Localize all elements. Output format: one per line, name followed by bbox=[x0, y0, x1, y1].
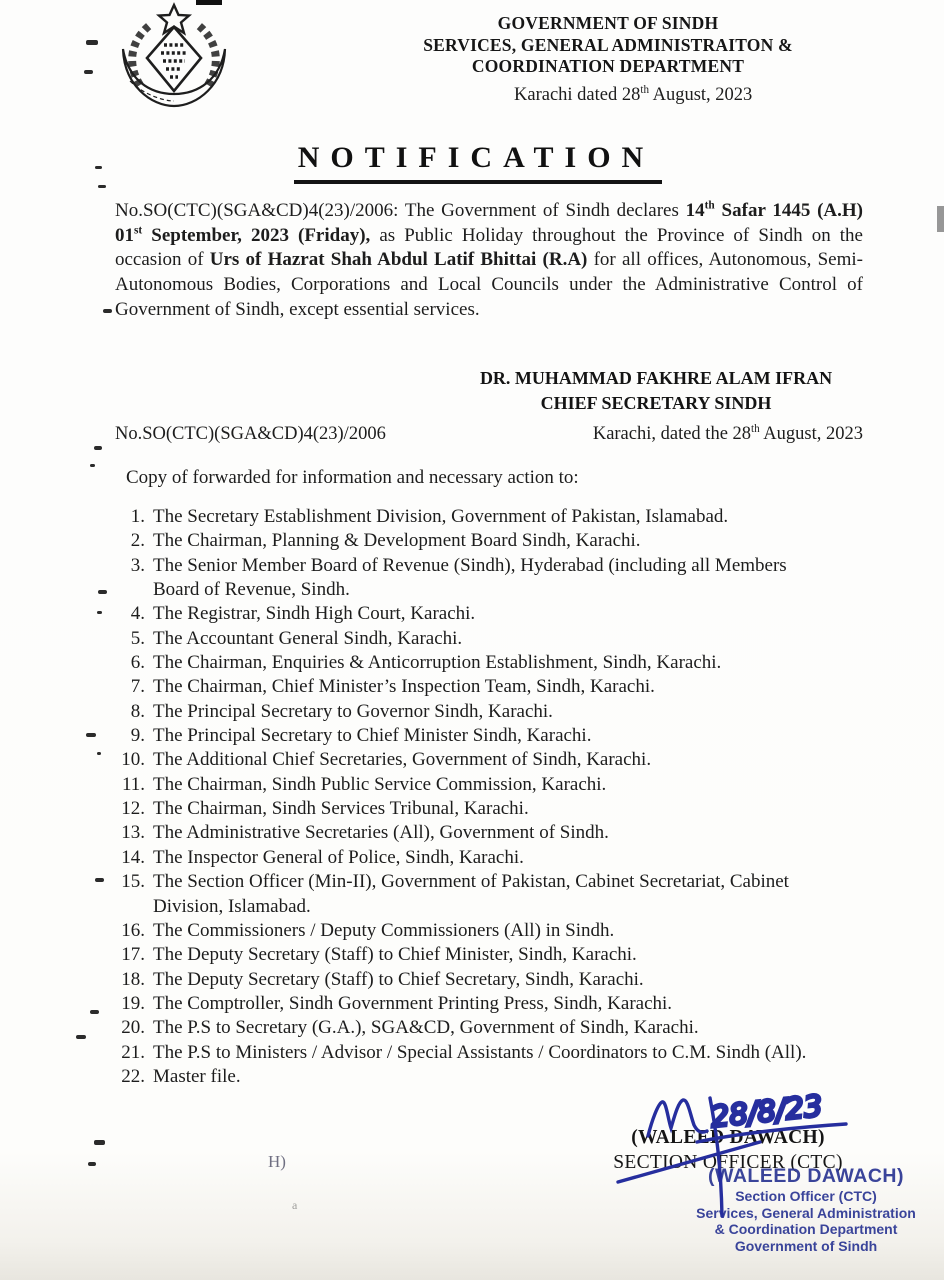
scan-artifact-dash bbox=[103, 309, 112, 313]
scan-artifact-dash bbox=[84, 70, 93, 74]
header-date-superscript: th bbox=[640, 83, 649, 96]
signatory-designation: SECTION OFFICER (CTC) bbox=[613, 1152, 843, 1173]
scan-artifact-dash bbox=[86, 733, 96, 737]
scan-artifact-dash bbox=[90, 464, 95, 467]
scan-artifact-dash bbox=[97, 611, 102, 614]
notification-title: NOTIFICATION bbox=[294, 141, 662, 184]
list-item bbox=[115, 846, 879, 870]
list-item bbox=[115, 992, 879, 1016]
list-item bbox=[115, 1016, 879, 1040]
list-item-text: The Comptroller, Sindh Government Printing Press, Sindh, Karachi. bbox=[153, 992, 673, 1014]
body-bold-date: September, 2023 (Friday), bbox=[142, 224, 371, 246]
list-item bbox=[115, 943, 879, 967]
reference-number: No.SO(CTC)(SGA&CD)4(23)/2006 bbox=[115, 424, 386, 444]
list-item bbox=[115, 821, 879, 845]
notification-title-row bbox=[0, 141, 944, 184]
list-item-text: The Secretary Establishment Division, Government of Pakistan, Islamabad. bbox=[153, 506, 729, 527]
list-item bbox=[115, 627, 879, 651]
scan-artifact-dash bbox=[98, 590, 107, 594]
officer-name: DR. MUHAMMAD FAKHRE ALAM IFRAN bbox=[479, 368, 833, 388]
scan-artifact-right-edge bbox=[937, 206, 944, 232]
body-bold-date: Safar 1445 (A.H) 01 bbox=[115, 200, 863, 246]
list-item-text: The Senior Member Board of Revenue (Sindh), Hyderabad (including all Members bbox=[153, 554, 787, 576]
notification-body-paragraph bbox=[115, 199, 863, 323]
signature-diagonal-stroke bbox=[618, 1142, 760, 1182]
list-item bbox=[115, 748, 879, 772]
list-item-text-continued: Division, Islamabad. bbox=[153, 895, 311, 917]
list-item bbox=[115, 651, 879, 675]
scan-artifact-ghost-text: H) bbox=[268, 1152, 286, 1171]
list-item-text: The Commissioners / Deputy Commissioners (All) in Sindh. bbox=[153, 919, 615, 941]
list-item-text: The Accountant General Sindh, Karachi. bbox=[153, 627, 463, 649]
list-item-text: The Registrar, Sindh High Court, Karachi. bbox=[153, 603, 476, 625]
list-item bbox=[115, 505, 879, 529]
list-item-text: The Chairman, Planning & Development Board Sindh, Karachi. bbox=[153, 530, 641, 552]
list-item-text: The Inspector General of Police, Sindh, Karachi. bbox=[153, 846, 524, 868]
scan-artifact-dash bbox=[86, 40, 98, 45]
department-header bbox=[408, 13, 808, 78]
stamp-name: (WALEED DAWACH) bbox=[708, 1165, 904, 1187]
list-item bbox=[115, 602, 879, 626]
list-item-text: The P.S to Ministers / Advisor / Special Assistants / Coordinators to C.M. Sindh (All). bbox=[153, 1041, 807, 1063]
scan-artifact-dash bbox=[95, 878, 104, 882]
stamp-department-line-1: Services, General Administration bbox=[696, 1204, 916, 1221]
body-segment: for all offices, Autonomous, Semi-Autonomous Bodies, Corporations and Local Councils under the Administrative Control of Government of Sindh, except essential services. bbox=[115, 249, 863, 320]
body-segment: No.SO(CTC)(SGA&CD)4(23)/2006: The Government of Sindh declares bbox=[115, 200, 686, 221]
body-segment: as Public Holiday throughout the Province of Sindh on the occasion of bbox=[115, 224, 863, 271]
list-item bbox=[115, 968, 879, 992]
reference-date-suffix: August, 2023 bbox=[759, 424, 863, 444]
issuing-officer-block bbox=[453, 366, 859, 415]
list-item bbox=[115, 529, 879, 553]
list-item-text: The Principal Secretary to Governor Sindh, Karachi. bbox=[153, 700, 553, 722]
list-item-text: The Chairman, Chief Minister’s Inspection Team, Sindh, Karachi. bbox=[153, 676, 655, 698]
scan-artifact-dash bbox=[95, 166, 102, 169]
list-item-text: Master file. bbox=[153, 1065, 241, 1087]
scan-artifact-dash bbox=[97, 752, 101, 755]
scan-artifact-top-edge bbox=[196, 0, 222, 5]
list-item-text: The Administrative Secretaries (All), Government of Sindh. bbox=[153, 822, 609, 844]
body-bold-occasion: Urs of Hazrat Shah Abdul Latif Bhittai (R.A) bbox=[209, 249, 588, 271]
list-item bbox=[115, 773, 879, 797]
distribution-list bbox=[115, 505, 879, 1089]
list-item-text: The Deputy Secretary (Staff) to Chief Secretary, Sindh, Karachi. bbox=[153, 968, 644, 990]
list-item-text: The Section Officer (Min-II), Government of Pakistan, Cabinet Secretariat, Cabinet bbox=[153, 871, 789, 893]
list-item bbox=[115, 797, 879, 821]
reference-date bbox=[593, 424, 863, 445]
list-item-text: The Chairman, Sindh Services Tribunal, Karachi. bbox=[153, 798, 529, 820]
list-item bbox=[115, 870, 879, 919]
sindh-government-crest-logo bbox=[106, 2, 242, 110]
header-date-suffix: August, 2023 bbox=[649, 85, 753, 105]
body-superscript: st bbox=[134, 224, 143, 237]
header-date-line bbox=[514, 85, 752, 106]
list-item bbox=[115, 700, 879, 724]
scan-artifact-dash bbox=[98, 185, 106, 188]
scan-artifact-dash bbox=[90, 1010, 99, 1014]
reference-date-superscript: th bbox=[751, 422, 760, 435]
scan-artifact-dash bbox=[88, 1162, 96, 1166]
list-item-text-continued: Board of Revenue, Sindh. bbox=[153, 579, 350, 601]
reference-date-prefix: Karachi, dated the 28 bbox=[592, 424, 752, 444]
scan-artifact-dash bbox=[94, 446, 102, 450]
list-item-text: The Additional Chief Secretaries, Government of Sindh, Karachi. bbox=[153, 749, 652, 771]
handwritten-signature bbox=[575, 1080, 905, 1255]
list-item-text: The Chairman, Enquiries & Anticorruption Establishment, Sindh, Karachi. bbox=[153, 652, 722, 674]
list-item-text: The Principal Secretary to Chief Minister Sindh, Karachi. bbox=[153, 725, 592, 747]
header-line-1: GOVERNMENT OF SINDH bbox=[497, 13, 719, 33]
header-line-2: SERVICES, GENERAL ADMINISTRAITON & bbox=[423, 34, 793, 55]
scan-artifact-dash bbox=[94, 1140, 105, 1145]
list-item bbox=[115, 554, 879, 603]
list-item bbox=[115, 724, 879, 748]
list-item-text: The Deputy Secretary (Staff) to Chief Minister, Sindh, Karachi. bbox=[153, 944, 637, 966]
officer-designation: CHIEF SECRETARY SINDH bbox=[540, 392, 772, 413]
stamp-government: Government of Sindh bbox=[734, 1237, 878, 1254]
body-bold-date: 14 bbox=[685, 200, 705, 221]
scan-artifact-dash bbox=[76, 1035, 86, 1039]
list-item-text: The Chairman, Sindh Public Service Commission, Karachi. bbox=[153, 773, 607, 795]
header-date-prefix: Karachi dated 28 bbox=[514, 85, 641, 105]
list-item bbox=[115, 1041, 879, 1065]
list-item-text: The P.S to Secretary (G.A.), SGA&CD, Government of Sindh, Karachi. bbox=[153, 1017, 699, 1039]
reference-row bbox=[115, 424, 863, 445]
stamp-department-line-2: & Coordination Department bbox=[714, 1221, 898, 1237]
handwritten-date: 28/8/23 bbox=[709, 1088, 824, 1134]
signature-scrawl bbox=[648, 1100, 707, 1136]
list-item bbox=[115, 919, 879, 943]
signatory-name: (WALEED DAWACH) bbox=[631, 1127, 825, 1148]
list-item bbox=[115, 675, 879, 699]
copy-forwarded-heading: Copy of forwarded for information and necessary action to: bbox=[126, 467, 579, 488]
body-superscript: th bbox=[704, 199, 715, 212]
header-line-3: COORDINATION DEPARTMENT bbox=[471, 56, 745, 76]
scan-artifact-ghost-text: a bbox=[292, 1198, 298, 1212]
stamp-designation: Section Officer (CTC) bbox=[735, 1188, 877, 1204]
